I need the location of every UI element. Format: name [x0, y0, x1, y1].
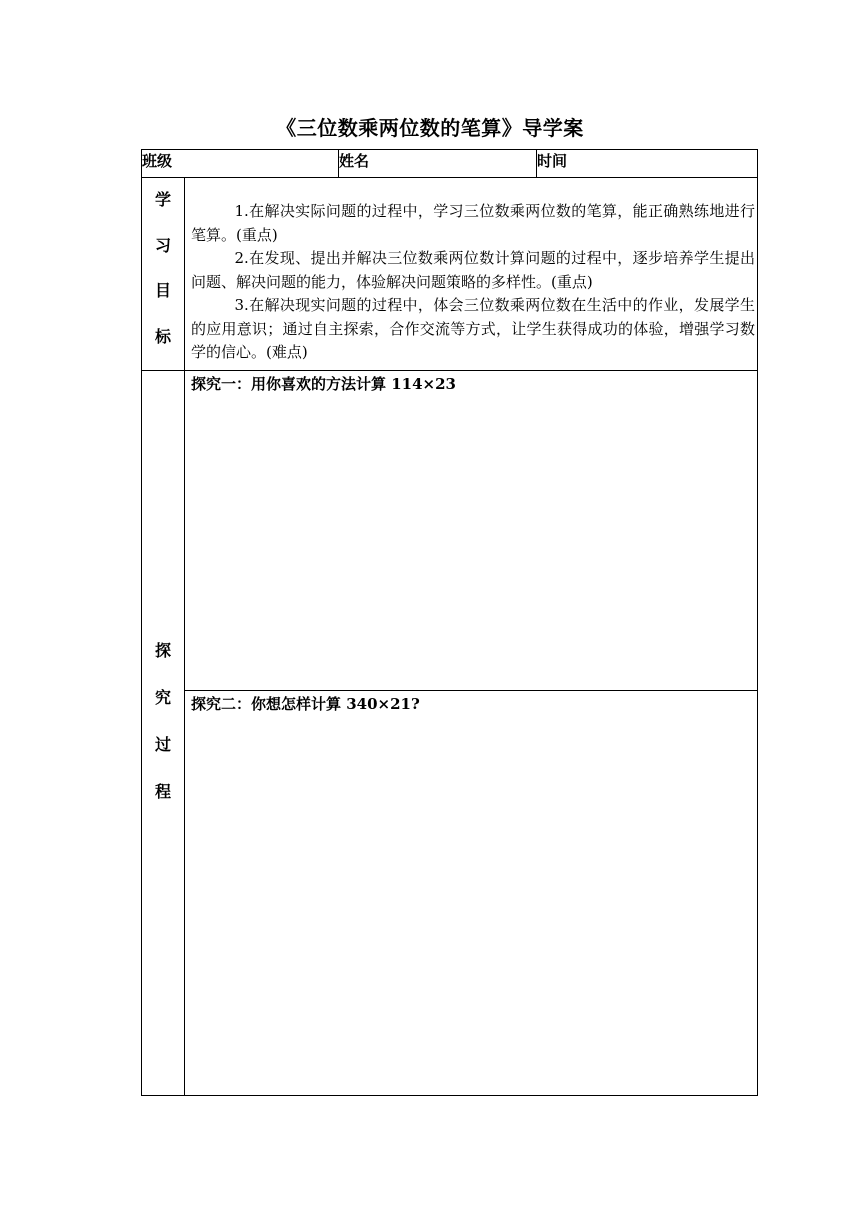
explore1-prompt: 探究一：用你喜欢的方法计算 114×23	[191, 375, 456, 393]
process-label-char: 程	[154, 782, 171, 801]
process-label-char: 究	[154, 688, 171, 707]
explore1-row	[142, 371, 758, 691]
explore2-prompt: 探究二：你想怎样计算 340×21?	[191, 695, 420, 713]
goals-content	[185, 178, 758, 371]
goals-label-char: 标	[154, 326, 171, 346]
process-label	[142, 371, 185, 1096]
goals-label	[142, 178, 185, 371]
process-label-char: 过	[154, 735, 171, 754]
class-label: 班级	[142, 152, 173, 170]
goal-item: 1.在解决实际问题的过程中，学习三位数乘两位数的笔算，能正确熟练地进行笔算。(重点)	[191, 202, 756, 244]
time-field[interactable]	[537, 150, 758, 178]
time-label: 时间	[537, 152, 568, 170]
explore1-answer-area[interactable]	[185, 371, 758, 691]
explore2-answer-area[interactable]	[185, 691, 758, 1096]
page-title: 《三位数乘两位数的笔算》导学案	[276, 116, 584, 140]
goals-label-char: 目	[154, 281, 171, 300]
goals-label-char: 习	[154, 235, 171, 255]
goals-label-char: 学	[154, 190, 171, 209]
goal-item: 3.在解决现实问题的过程中，体会三位数乘两位数在生活中的作业，发展学生的应用意识；通过自主探索，合作交流等方式，让学生获得成功的体验，增强学习数学的信心。(难点)	[191, 296, 756, 361]
name-label: 姓名	[339, 152, 370, 170]
class-field[interactable]	[142, 150, 339, 178]
explore2-row	[142, 691, 758, 1096]
header-row	[142, 150, 758, 178]
study-guide-table	[141, 149, 758, 1096]
name-field[interactable]	[339, 150, 537, 178]
goals-row	[142, 178, 758, 371]
process-label-char: 探	[154, 641, 171, 660]
goal-item: 2.在发现、提出并解决三位数乘两位数计算问题的过程中，逐步培养学生提出问题、解决问题的能力，体验解决问题策略的多样性。(重点)	[191, 249, 756, 291]
